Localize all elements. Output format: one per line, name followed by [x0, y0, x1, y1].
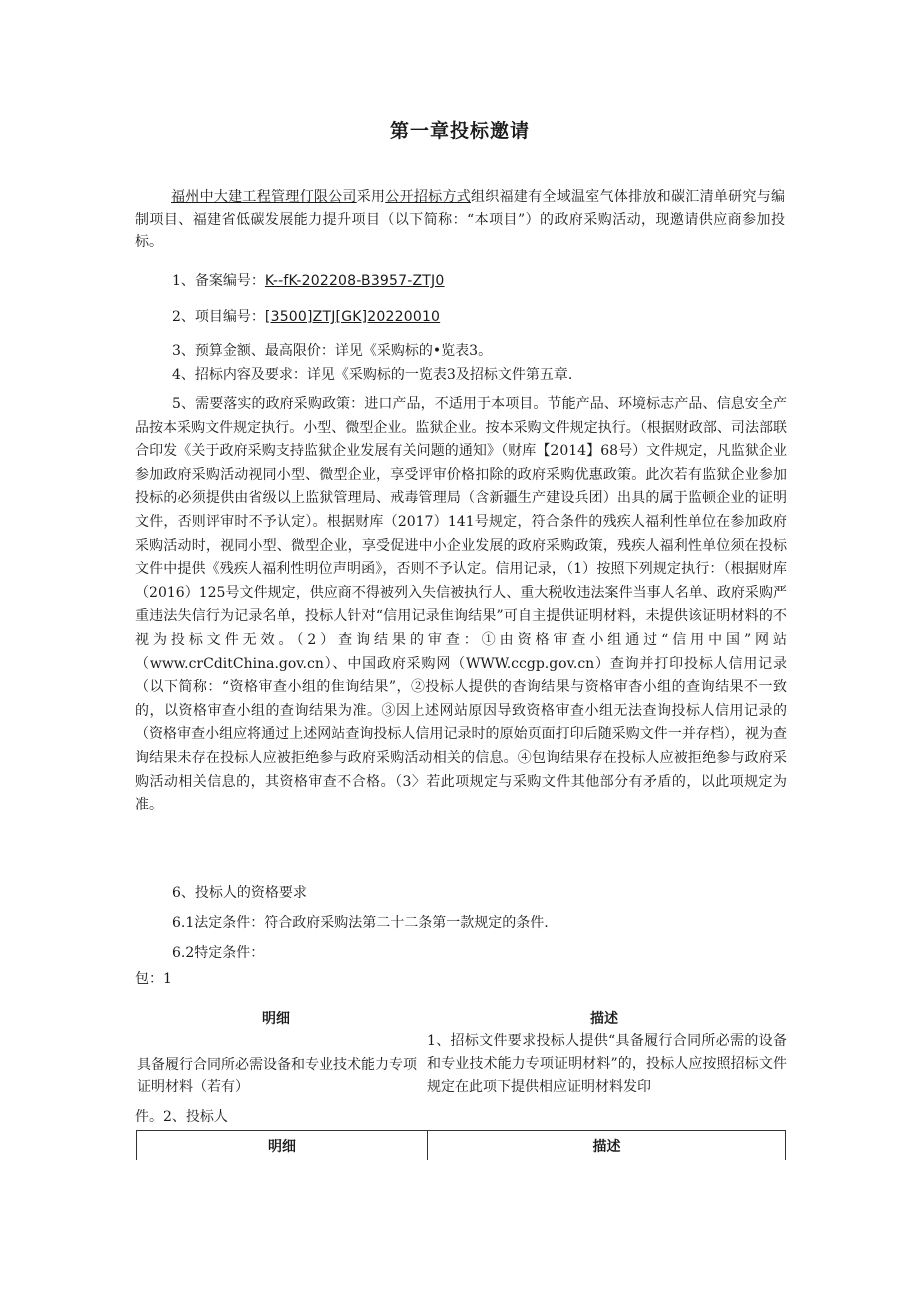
record-number-line — [172, 270, 445, 292]
content-requirements-line: 4、招标内容及要求：详见《采购标的一览表3及招标文件第五章. — [172, 367, 573, 383]
table2-header-row — [136, 1130, 786, 1160]
procurement-method: 公开招标方式 — [385, 189, 472, 205]
table1-header-detail: 明细 — [262, 1011, 290, 1027]
continuation-text: 件。2、投标人 — [135, 1109, 228, 1125]
project-number-label: 2、项目编号： — [172, 309, 265, 325]
qualification-heading: 6、投标人的资格要求 — [172, 885, 307, 901]
table2-header-desc: 描述 — [592, 1138, 621, 1155]
table2-header-detail: 明细 — [137, 1131, 428, 1160]
project-number-value: [3500]ZTJ[GK]20220010 — [264, 309, 441, 325]
page-title: 第一章投标邀请 — [389, 120, 530, 142]
special-conditions-line: 6.2特定条件： — [172, 945, 265, 961]
table1-desc-cell: 1、招标文件要求投标人提供“具备履行合同所必需的设备和专业技术能力专项证明材料”的，投标人应按照招标文件规定在此项下提供相应证明材料发印 — [427, 1033, 787, 1095]
table1-header-desc: 描述 — [590, 1011, 618, 1027]
legal-conditions-line: 6.1法定条件：符合政府采购法第二十二条第一款规定的条件. — [172, 915, 549, 931]
budget-line: 3、预算金额、最高限价：详见《采购标的•览表3。 — [172, 343, 493, 359]
table1-detail-cell: 具备履行合同所必需设备和专业技术能力专项证明材料（若有） — [137, 1057, 417, 1095]
policy-paragraph: 5、需要落实的政府采购政策：进口产品，不适用于本项目。节能产品、环境标志产品、信息安全产品按本采购文件规定执行。小型、微型企业。监狱企业。按本采购文件规定执行。（根据财政部、司法部联合印发《关于政府采购支持监狱企业发展有关问题的通知》（财库【2014】68号）文件规定，凡监狱企业参加政府采购活动视同小型、微型企业，享受评审价格扣除的政府采购优惠政策。此次若有监狱企业参加投标的必须提供由省级以上监狱管理局、戒毒管理局（含新疆生产建设兵团）出具的属于监顿企业的证明文件，否则评审时不予认定）。根据财库（2017）141号规定，符合条件的残疾人福利性单位在参加政府采购活动时，视同小型、微型企业，享受促进中小企业发展的政府采购政策，残疾人福利性单位须在投标文件中提供《残疾人福利性明位声明函》，否则不予认定。信用记录，（1）按照下列规定执行：（根据财库（2016）125号文件规定，供应商不得被列入失信被执行人、重大税收违法案件当事人名单、政府采购严重违法失信行为记录名单，投标人针对“信用记录隹询结果”可自主提供证明材料，未提供该证明材料的不视为投标文件无效。（2）查询结果的审查：①由资格审查小组通过“信用中国”网站（www.crCditChina.gov.cn）、中国政府采购网（WWW.ccgp.gov.cn）查询并打印投标人信用记录（以下简称：“资格审查小组的隹询结果”，②投标人提供的杳询结果与资格审杳小组的查询结果不一致的，以资格审查小组的查询结果为准。③因上述网站原因导致资格审查小组无法查询投标人信用记录的（资格审查小组应将通过上述网站查询投标人信用记录时的原始页面打印后随采购文件一并存档），视为查询结果未存在投标人应被拒绝参与政府采购活动相关的信息。④包询结果存在投标人应被拒绝参与政府采购活动相关信息的，其资格审查不合格。（3〉若此项规定与采购文件其他部分有矛盾的，以此项规定为准。 — [135, 396, 787, 814]
intro-text-1: 采用 — [356, 189, 386, 205]
agency-name: 福州中大建工程管理仃限公司 — [171, 189, 357, 205]
record-number-label: 1、备案编号： — [172, 273, 265, 289]
project-number-line — [172, 306, 440, 328]
record-number-value: K--fK-202208-B3957-ZTJ0 — [264, 273, 445, 289]
intro-text-2: 组织福建有全域温室气体排放和碳汇清单研究与编制项目、福建省低碳发展能力提升项目（以下简称：“本项目”）的政府采购活动，现邀请供应商参加投标。 — [135, 189, 786, 250]
package-label: 包：1 — [135, 971, 172, 987]
intro-paragraph — [135, 186, 785, 254]
